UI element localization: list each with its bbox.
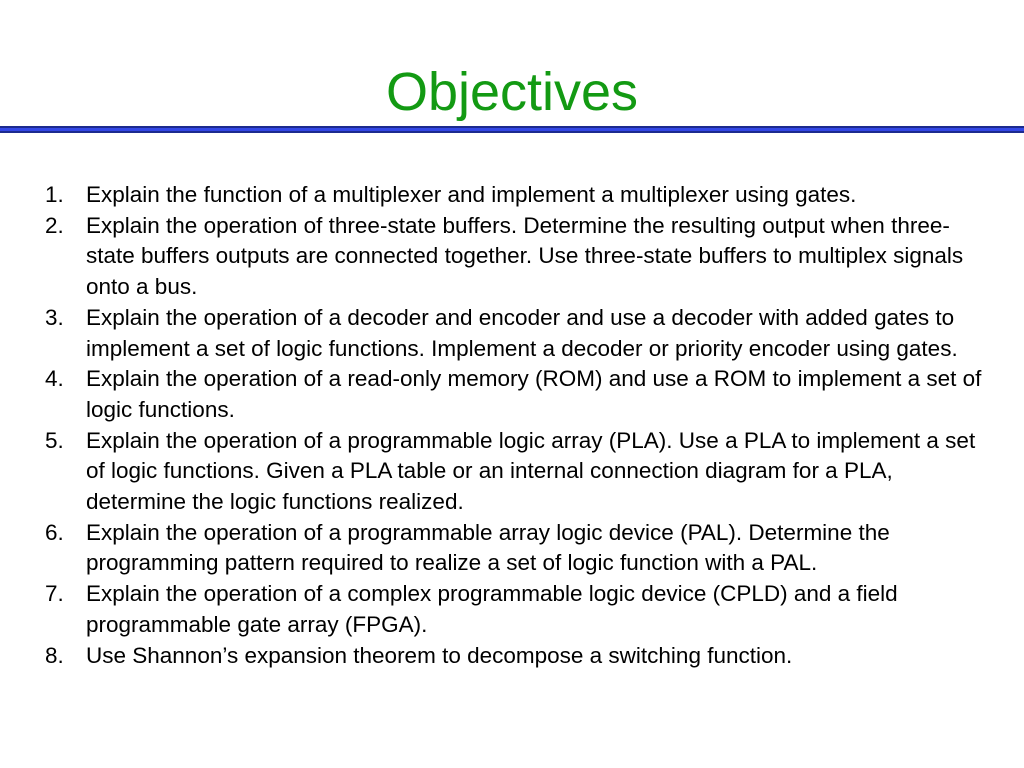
- objective-item: [40, 426, 990, 518]
- objective-number: 5.: [45, 427, 64, 453]
- objective-item: [40, 518, 990, 579]
- title-divider: [0, 126, 1024, 133]
- objective-text: Explain the operation of a complex programmable logic device (CPLD) and a field programmable gate array (FPGA).: [86, 581, 898, 637]
- objective-number: 4.: [45, 366, 64, 392]
- objective-number: 8.: [45, 642, 64, 668]
- objective-text: Use Shannon’s expansion theorem to decompose a switching function.: [86, 642, 793, 668]
- objective-text: Explain the operation of a programmable logic array (PLA). Use a PLA to implement a set of logic functions. Given a PLA table or an internal connection diagram for a PLA, determine the logic functions realized.: [86, 427, 976, 515]
- objective-text: Explain the function of a multiplexer and implement a multiplexer using gates.: [86, 182, 857, 207]
- objectives-list: [40, 180, 990, 671]
- objective-item: [40, 364, 990, 425]
- objective-text: Explain the operation of a programmable array logic device (PAL). Determine the programming pattern required to realize a set of logic function with a PAL.: [86, 519, 890, 576]
- objective-text: Explain the operation of a read-only memory (ROM) and use a ROM to implement a set of logic functions.: [86, 366, 982, 422]
- objective-text: Explain the operation of a decoder and encoder and use a decoder with added gates to implement a set of logic functions. Implement a decoder or priority encoder using gates.: [86, 304, 958, 361]
- objective-number: 6.: [45, 519, 64, 545]
- objective-item: [40, 579, 990, 640]
- objective-text: Explain the operation of three-state buffers. Determine the resulting output when three-state buffers outputs are connected together. Use three-state buffers to multiplex signals onto a bus.: [86, 212, 964, 300]
- objective-item: [40, 211, 990, 303]
- objective-item: [40, 180, 990, 211]
- slide-title: Objectives: [385, 62, 639, 122]
- objective-number: 2.: [45, 212, 64, 238]
- objective-number: 3.: [45, 304, 64, 330]
- objective-item: [40, 303, 990, 364]
- objective-item: [40, 641, 990, 672]
- objective-number: 1.: [45, 182, 64, 207]
- objective-number: 7.: [45, 581, 64, 607]
